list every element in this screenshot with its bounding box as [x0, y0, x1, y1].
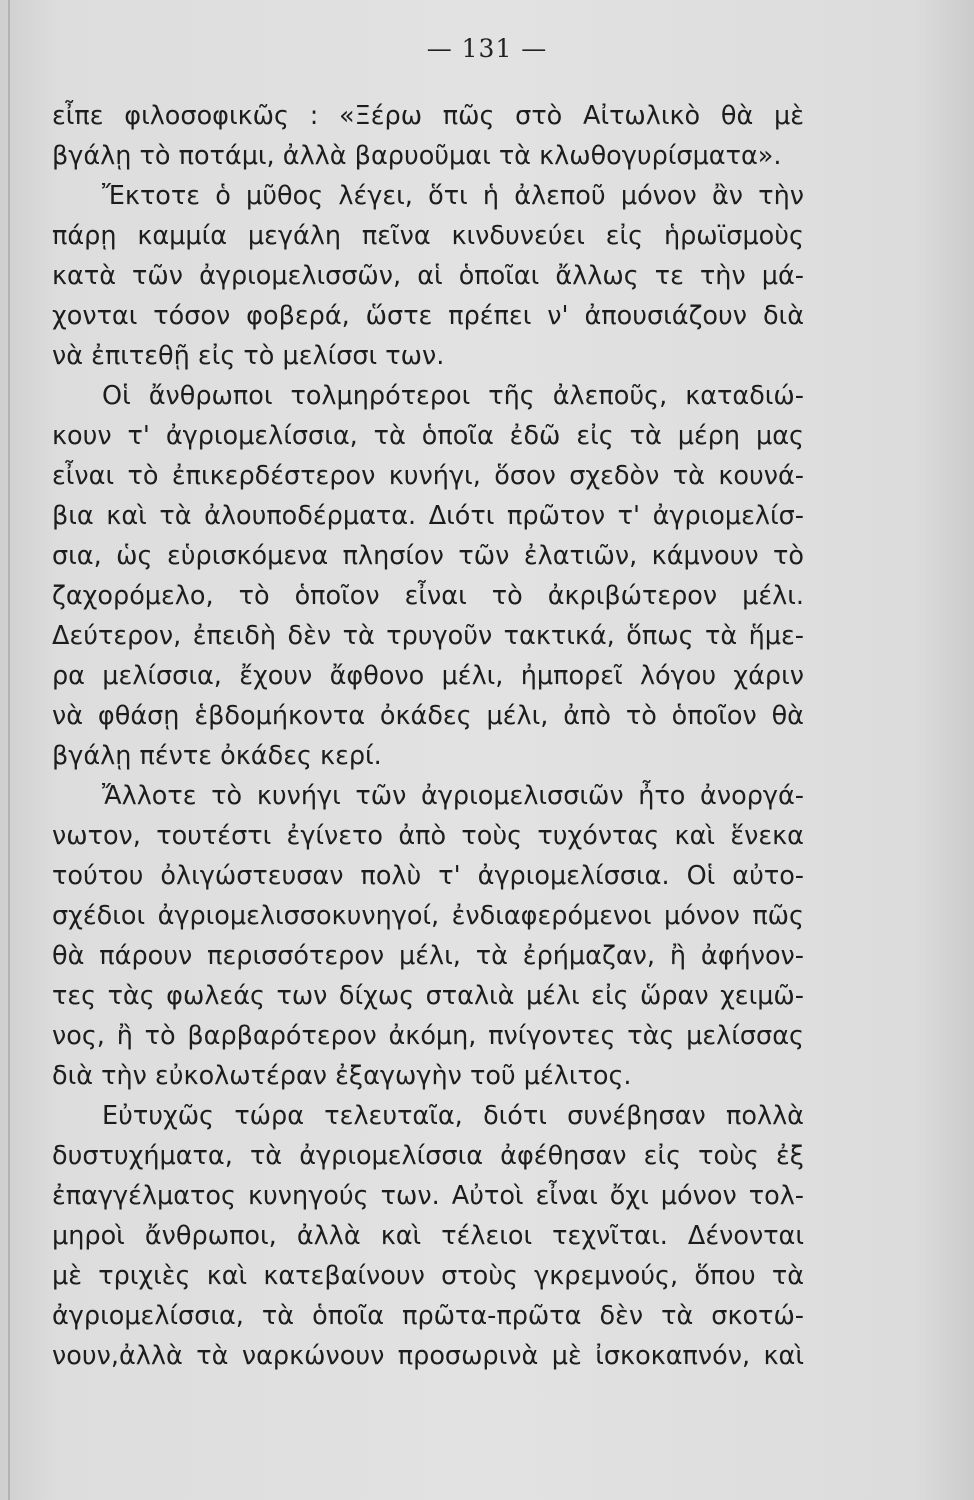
text-line: διὰ τὴν εὐκολωτέραν ἐξαγωγὴν τοῦ μέλιτος. — [52, 1061, 632, 1091]
text-line: θὰ πάρουν περισσότερον μέλι, τὰ ἐρήμαζαν, ἢ ἀφήνον- — [52, 941, 804, 971]
text-line: πάρῃ καμμία μεγάλη πεῖνα κινδυνεύει εἰς ἡρωϊσμοὺς — [52, 221, 804, 251]
text-line: νὰ φθάσῃ ἑβδομήκοντα ὀκάδες μέλι, ἀπὸ τὸ ὁποῖον θὰ — [52, 701, 804, 731]
text-line: Ἄλλοτε τὸ κυνήγι τῶν ἀγριομελισσιῶν ἦτο ἀνοργά- — [102, 781, 804, 811]
text-line: βια καὶ τὰ ἀλουποδέρματα. Διότι πρῶτον τ' ἀγριομελίσ- — [52, 501, 804, 531]
text-line: ἀγριομελίσσια, τὰ ὁποῖα πρῶτα-πρῶτα δὲν τὰ σκοτώ- — [52, 1301, 804, 1331]
page-number: — 131 — — [426, 34, 548, 63]
gutter-line — [8, 0, 10, 1500]
text-line: Εὐτυχῶς τώρα τελευταῖα, διότι συνέβησαν πολλὰ — [102, 1101, 804, 1131]
text-line: ρα μελίσσια, ἔχουν ἄφθονο μέλι, ἠμπορεῖ λόγου χάριν — [52, 661, 804, 691]
body-text — [52, 96, 804, 1376]
text-line: ἐπαγγέλματος κυνηγούς των. Αὐτοὶ εἶναι ὄχι μόνον τολ- — [52, 1181, 804, 1211]
text-line: σχέδιοι ἀγριομελισσοκυνηγοί, ἐνδιαφερόμενοι μόνον πῶς — [52, 901, 804, 931]
text-line: κατὰ τῶν ἀγριομελισσῶν, αἱ ὁποῖαι ἄλλως τε τὴν μά- — [52, 261, 804, 291]
text-line: νουν,ἀλλὰ τὰ ναρκώνουν προσωρινὰ μὲ ἰσκοκαπνόν, καὶ — [52, 1341, 804, 1371]
text-line: μηροὶ ἄνθρωποι, ἀλλὰ καὶ τέλειοι τεχνῖται. Δένονται — [52, 1221, 804, 1251]
text-line: νος, ἢ τὸ βαρβαρότερον ἀκόμη, πνίγοντες τὰς μελίσσας — [52, 1021, 804, 1051]
text-line: τες τὰς φωλεάς των δίχως σταλιὰ μέλι εἰς ὥραν χειμῶ- — [52, 981, 804, 1011]
text-line: νὰ ἐπιτεθῇ εἰς τὸ μελίσσι των. — [52, 341, 445, 371]
text-line: σια, ὡς εὑρισκόμενα πλησίον τῶν ἐλατιῶν, κάμνουν τὸ — [52, 541, 804, 571]
text-line: βγάλῃ πέντε ὀκάδες κερί. — [52, 741, 382, 771]
text-line: εἶναι τὸ ἐπικερδέστερον κυνήγι, ὅσον σχεδὸν τὰ κουνά- — [52, 461, 804, 491]
text-line: μὲ τριχιὲς καὶ κατεβαίνουν στοὺς γκρεμνούς, ὅπου τὰ — [52, 1261, 804, 1291]
text-line: Δεύτερον, ἐπειδὴ δὲν τὰ τρυγοῦν τακτικά, ὅπως τὰ ἥμε- — [52, 621, 804, 651]
text-line: κουν τ' ἀγριομελίσσια, τὰ ὁποῖα ἐδῶ εἰς τὰ μέρη μας — [52, 421, 804, 451]
text-line: Οἱ ἄνθρωποι τολμηρότεροι τῆς ἀλεποῦς, καταδιώ- — [102, 381, 804, 411]
text-line: νωτον, τουτέστι ἐγίνετο ἀπὸ τοὺς τυχόντας καὶ ἕνεκα — [52, 821, 804, 851]
text-line: εἶπε φιλοσοφικῶς : «Ξέρω πῶς στὸ Αἰτωλικὸ θὰ μὲ — [52, 101, 804, 131]
text-line: ζαχορόμελο, τὸ ὁποῖον εἶναι τὸ ἀκριβώτερον μέλι. — [52, 581, 804, 611]
text-line: βγάλῃ τὸ ποτάμι, ἀλλὰ βαρυοῦμαι τὰ κλωθογυρίσματα». — [52, 141, 782, 171]
text-line: δυστυχήματα, τὰ ἀγριομελίσσια ἀφέθησαν εἰς τοὺς ἐξ — [52, 1141, 804, 1171]
text-line: χονται τόσον φοβερά, ὥστε πρέπει ν' ἀπουσιάζουν διὰ — [52, 301, 804, 331]
text-line: Ἔκτοτε ὁ μῦθος λέγει, ὅτι ἡ ἀλεποῦ μόνον ἂν τὴν — [102, 181, 804, 211]
text-line: τούτου ὀλιγώστευσαν πολὺ τ' ἀγριομελίσσια. Οἱ αὐτο- — [52, 861, 804, 891]
